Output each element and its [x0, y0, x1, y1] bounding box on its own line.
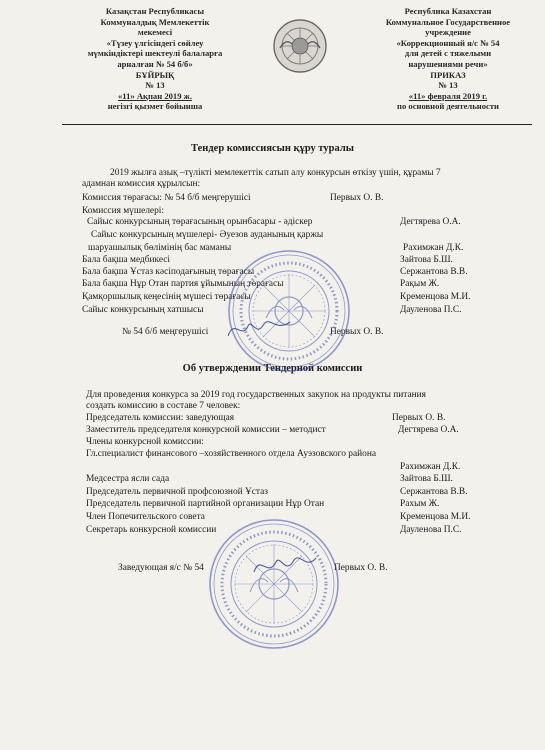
kz-chair-name: Первых О. В.	[330, 193, 384, 203]
kz-member-2-role-b: шаруашылық бөлімінің бас маманы	[88, 243, 232, 253]
header-right-line3: учреждение	[425, 27, 471, 38]
ru-chair-role: Председатель комиссии: заведующая	[86, 413, 235, 423]
header-right-line2: Коммунальное Государственное	[385, 16, 511, 27]
header-right-line5: для детей с тяжелыми	[404, 48, 492, 59]
kz-members-label: Комиссия мүшелері:	[82, 206, 164, 216]
kz-member-1-role: Сайыс конкурсының төрағасының орынбасары - әдіскер	[87, 217, 313, 227]
header-left-doc-type: БҰЙРЫҚ	[135, 69, 175, 80]
header-right-ru	[358, 6, 538, 112]
state-emblem-icon	[272, 18, 328, 74]
ru-intro-line1: Для проведения конкурса за 2019 год государственных закупок на продукты питания	[86, 390, 426, 400]
kz-member-4-role: Бала бақша Ұстаз кәсіподағының төрағасы	[82, 267, 255, 277]
ru-member-5-role: Председатель первичной партийной организации Нұр Отан	[86, 499, 325, 509]
signature-kz-icon	[224, 310, 294, 346]
ru-member-1-role: Заместитель председателя конкурсной комиссии – методист	[86, 425, 326, 435]
ru-member-4-role: Председатель первичной профсоюзной Ұстаз	[86, 487, 269, 497]
kz-title: Тендер комиссиясын құру туралы	[191, 143, 354, 154]
kz-member-3-name: Зайтова Б.Ш.	[400, 255, 453, 265]
ru-member-5-name: Рахым Ж.	[400, 499, 440, 509]
ru-chair-name: Первых О. В.	[392, 413, 446, 423]
kz-intro-line2: адамнан комиссия құрылсын:	[82, 179, 201, 189]
kz-signature-role: № 54 б/б меңгерушісі	[122, 327, 209, 337]
header-left-line2: Коммуналдық Мемлекеттік	[100, 16, 210, 27]
kz-member-6-name: Кременцова М.И.	[400, 292, 471, 302]
header-right-number: № 13	[438, 80, 458, 91]
header-left-date: «11» Ақпан 2019 ж.	[117, 90, 193, 101]
ru-member-2-name: Рахимжан Д.К.	[400, 462, 461, 472]
header-left-line6: арналған № 54 б/б»	[117, 58, 193, 69]
ru-member-7-role: Секретарь конкурсной комиссии	[86, 525, 217, 535]
header-right-line4: «Коррекционный я/с № 54	[396, 37, 500, 48]
header-left-line4: «Түзеу үлгісіндегі сөйлеу	[106, 37, 204, 48]
ru-member-3-name: Зайтова Б.Ш.	[400, 474, 453, 484]
ru-member-3-role: Медсестра ясли сада	[86, 474, 170, 484]
header-left-basis: негізгі қызмет бойынша	[107, 101, 203, 112]
ru-member-6-role: Член Попечительского совета	[86, 512, 205, 522]
kz-member-4-name: Сержантова В.В.	[400, 267, 468, 277]
ru-signature-role: Заведующая я/с № 54	[118, 563, 204, 573]
kz-member-2-role: Сайыс конкурсының мүшелері- Әуезов ауданының қаржы	[91, 230, 324, 240]
round-seal-stamp-ru-icon	[206, 516, 342, 652]
header-left-line5: мүмкіндіктері шектеулі балаларға	[87, 48, 223, 59]
ru-title: Об утверждении Тендерной комиссии	[182, 363, 363, 374]
ru-member-4-name: Сержантова В.В.	[400, 487, 468, 497]
ru-member-2-role: Гл.специалист финансового –хозяйственного отдела Ауэзовского района	[86, 449, 377, 459]
ru-member-7-name: Дауленова П.С.	[400, 525, 462, 535]
header-right-date: «11» февраля 2019 г.	[408, 90, 488, 101]
kz-member-5-role: Бала бақша Нұр Отан партия ұйымының төрағасы	[82, 279, 284, 289]
kz-member-3-role: Бала бақша медбикесі	[82, 255, 171, 265]
ru-member-1-name: Дегтярева О.А.	[398, 425, 459, 435]
kz-member-1-name: Дегтярева О.А.	[400, 217, 461, 227]
ru-signature-name: Первых О. В.	[334, 563, 388, 573]
kz-member-5-name: Рақым Ж.	[400, 279, 440, 289]
ru-intro-line2: создать комиссию в составе 7 человек:	[86, 401, 241, 411]
signature-ru-icon	[250, 548, 320, 584]
ru-member-6-name: Кременцова М.И.	[400, 512, 471, 522]
kz-intro-line1: 2019 жылға азық –түлікті мемлекеттік сатып алу конкурсын өткізу үшін, құрамы 7	[110, 168, 441, 178]
kz-chair-role: Комиссия төрағасы: № 54 б/б меңгерушісі	[82, 193, 251, 203]
header-right-line1: Республика Казахстан	[404, 6, 492, 16]
header-right-doc-type: ПРИКАЗ	[430, 69, 466, 80]
header-left-kz	[70, 6, 240, 112]
kz-member-6-role: Қамқоршылық кеңесінің мүшесі төрағасы	[82, 292, 251, 302]
ru-members-label: Члены конкурсной комиссии:	[86, 437, 204, 447]
header-left-line3: мекемесі	[137, 27, 173, 38]
kz-member-2-name: Рахимжан Д.К.	[403, 243, 464, 253]
header-right-line6: нарушениями речи»	[408, 58, 488, 69]
header-divider	[62, 124, 532, 125]
kz-member-7-role: Сайыс конкурсының хатшысы	[82, 305, 204, 315]
header-left-number: № 13	[145, 80, 165, 91]
header-right-basis: по основной деятельности	[397, 101, 499, 112]
kz-member-7-name: Дауленова П.С.	[400, 305, 462, 315]
header-left-line1: Казақстан Республикасы	[105, 6, 205, 16]
kz-signature-name: Первых О. В.	[330, 327, 384, 337]
